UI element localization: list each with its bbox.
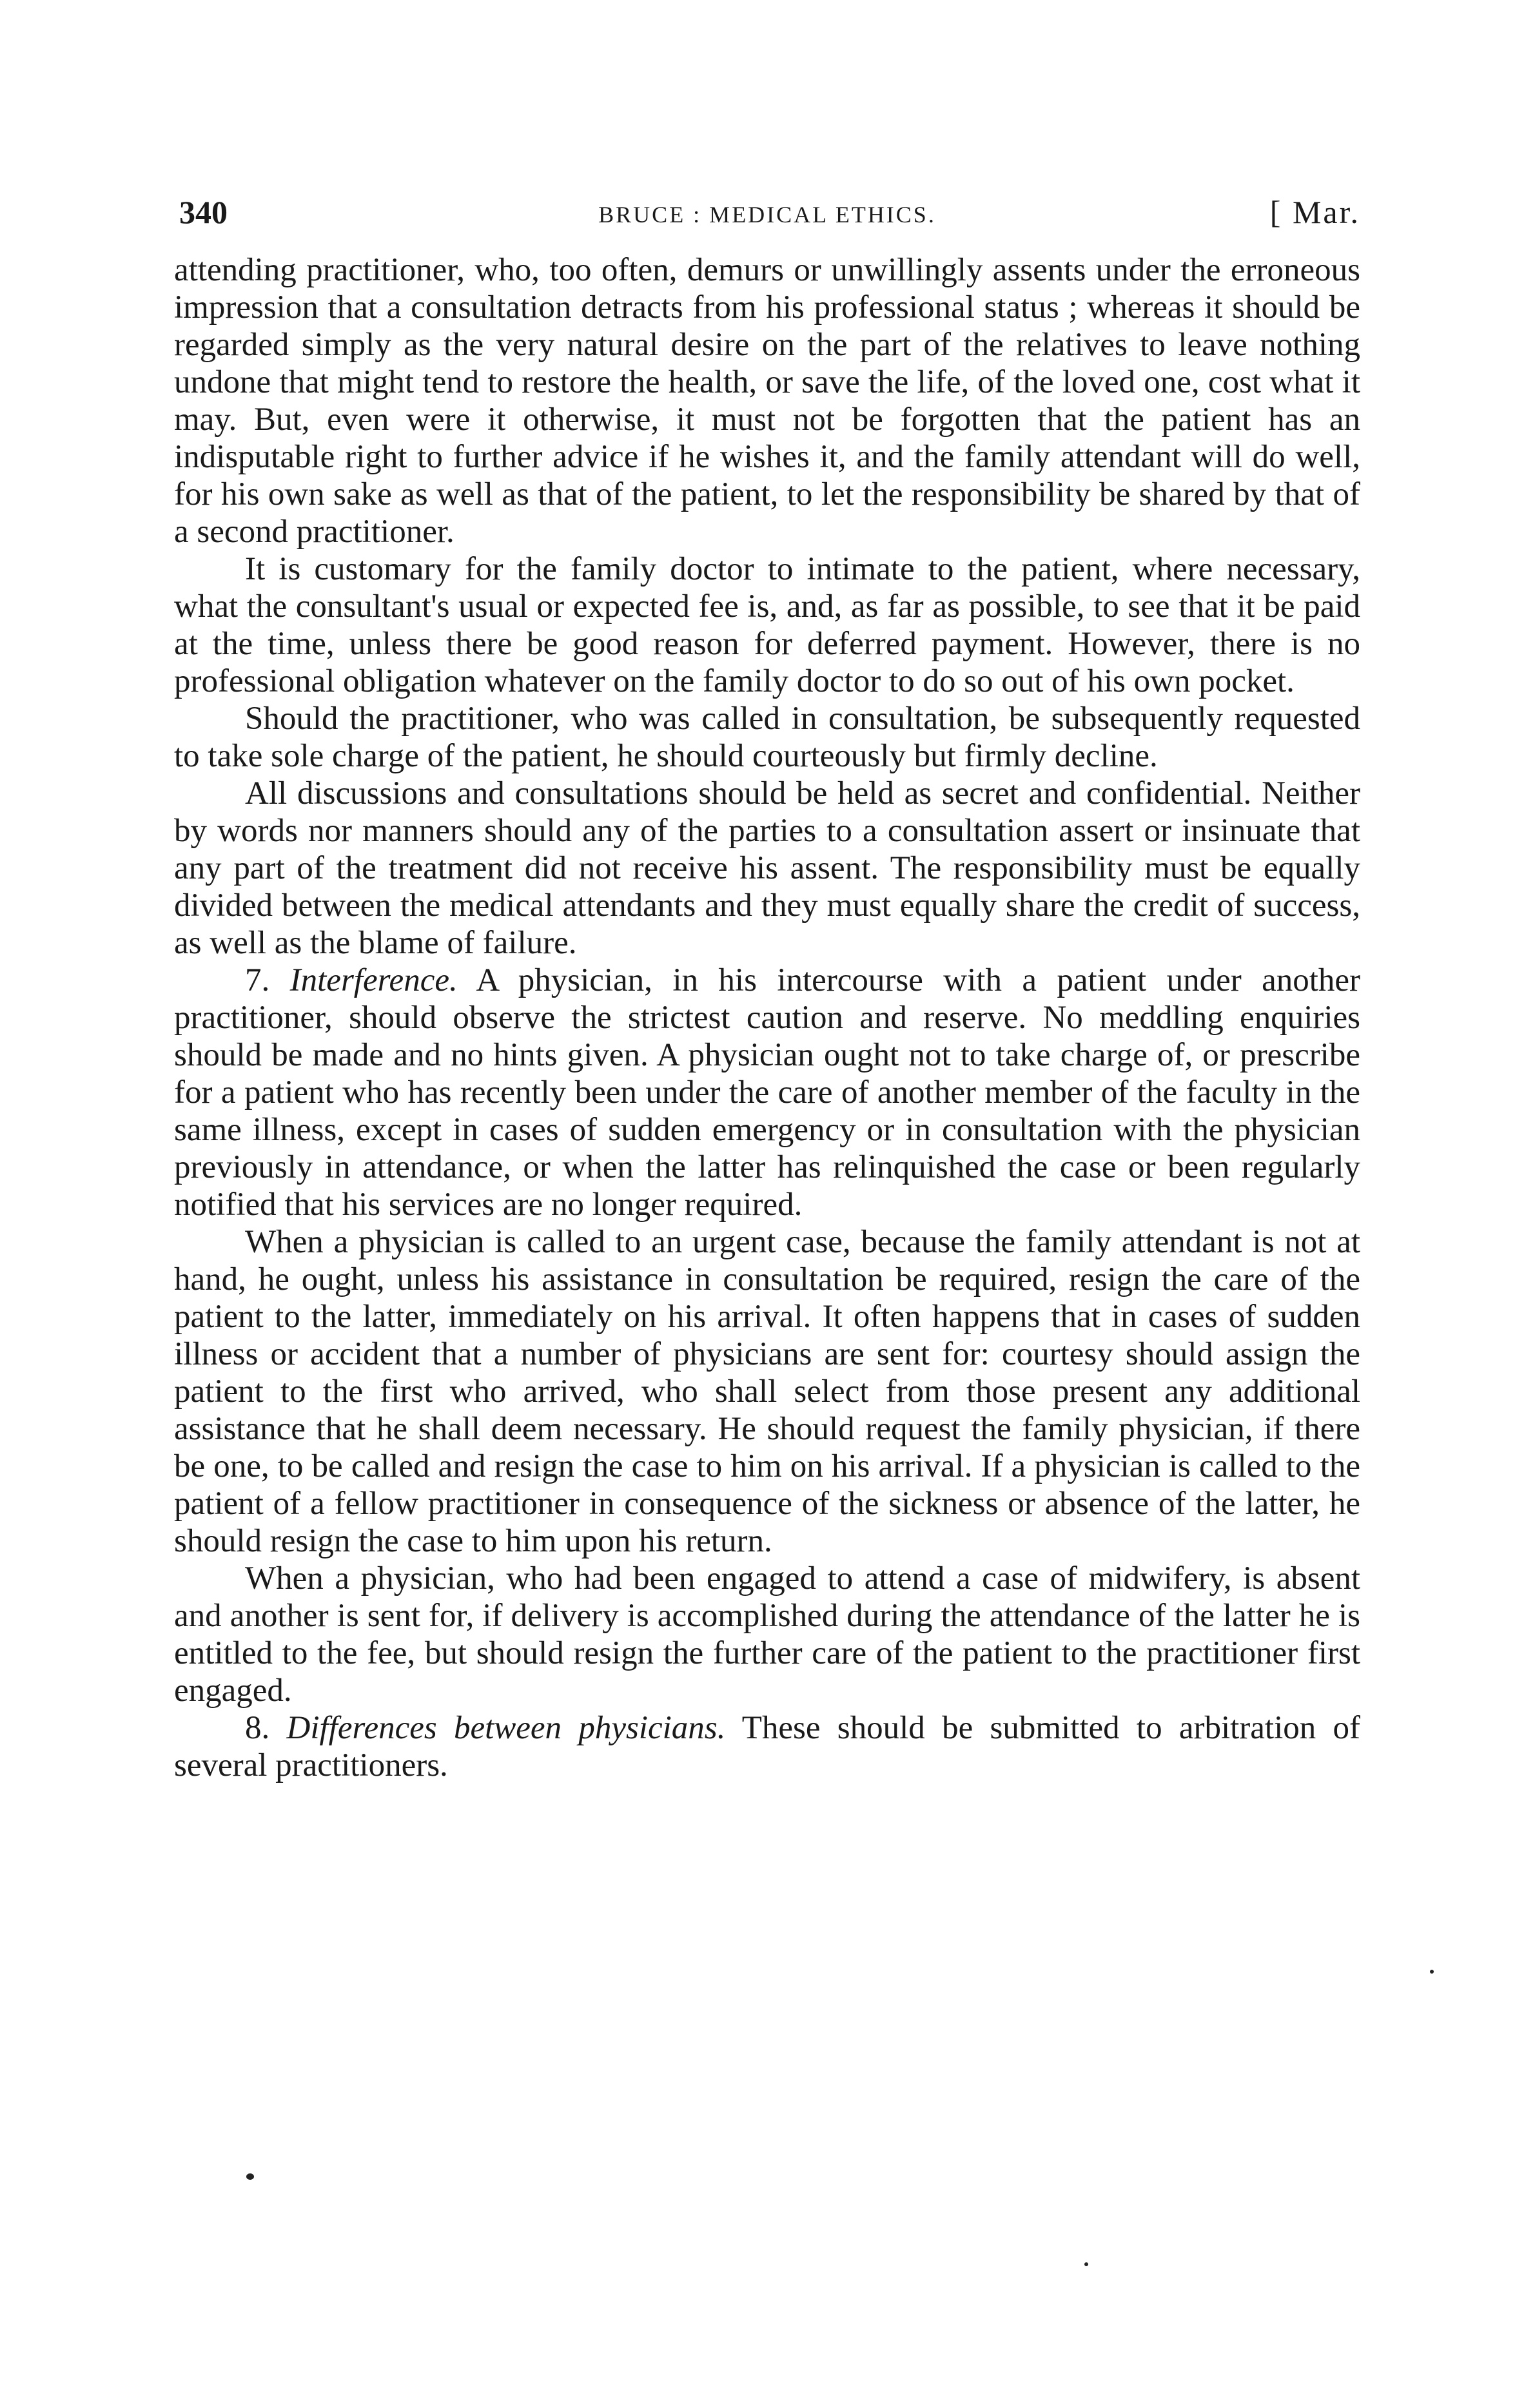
page-number: 340 <box>179 194 228 230</box>
body-text <box>174 251 1360 1784</box>
section-8-paragraph <box>174 1709 1360 1784</box>
section-7-paragraph <box>174 962 1360 1223</box>
running-head: BRUCE : MEDICAL ETHICS. <box>598 202 936 228</box>
paragraph-3: Should the practitioner, who was called in consultation, be subsequently requested to take sole charge of the patient, he should courteously but firmly decline. <box>174 701 1360 774</box>
print-speck <box>246 2173 254 2180</box>
section-8-number: 8. <box>245 1710 270 1746</box>
paragraph-4: All discussions and consultations should be held as secret and confidential. Neither by words nor manners should any of the parties to a consultation assert or insinuate that any part of the treatment did not receive his assent. The responsibility must be equally divided between the medical attendants and they must equally share the credit of success, as well as the blame of failure. <box>174 775 1360 961</box>
paragraph-2: It is customary for the family doctor to intimate to the patient, where necessary, what the consultant's usual or expected fee is, and, as far as possible, to see that it be paid at the time, unless there be good reason for deferred payment. However, there is no professional obligation whatever on the family doctor to do so out of his own pocket. <box>174 551 1360 699</box>
page-header <box>174 193 1360 251</box>
print-speck <box>1430 1970 1434 1974</box>
section-8-heading: Differences between physicians. <box>286 1710 726 1746</box>
print-speck <box>1084 2262 1088 2266</box>
paragraph-6: When a physician is called to an urgent case, because the family attendant is not at hand, he ought, unless his assistance in consultation be required, resign the care of the patient to the latter, immediately on his arrival. It often happens that in cases of sudden illness or accident that a number of physicians are sent for: courtesy should assign the patient to the first who arrived, who shall select from those present any additional assistance that he shall deem necessary. He should request the family physician, if there be one, to be called and resign the case to him on his arrival. If a physician is called to the patient of a fellow practitioner in consequence of the sickness or absence of the latter, he should resign the case to him upon his return. <box>174 1224 1360 1559</box>
section-7-number: 7. <box>245 962 270 998</box>
month-label: [ Mar. <box>1269 194 1360 230</box>
paragraph-1: attending practitioner, who, too often, demurs or unwillingly assents under the erroneous impression that a consultation detracts from his professional status ; whereas it should be regarded simply as the very natural desire on the part of the relatives to leave nothing undone that might tend to restore the health, or save the life, of the loved one, cost what it may. But, even were it otherwise, it must not be forgotten that the patient has an indisputable right to further advice if he wishes it, and the family attendant will do well, for his own sake as well as that of the patient, to let the responsibility be shared by that of a second practitioner. <box>174 252 1360 550</box>
paragraph-7: When a physician, who had been engaged to attend a case of midwifery, is absent and another is sent for, if delivery is accomplished during the attendance of the latter he is entitled to the fee, but should resign the further care of the patient to the practitioner first engaged. <box>174 1560 1360 1709</box>
document-page <box>174 193 1360 1784</box>
section-7-text: A physician, in his intercourse with a patient under another practitioner, should observe the strictest caution and reserve. No meddling enquiries should be made and no hints given. A physician ought not to take charge of, or prescribe for a patient who has recently been under the care of another member of the faculty in the same illness, except in cases of sudden emergency or in consultation with the physician previously in attendance, or when the latter has relinquished the case or been regularly notified that his services are no longer required. <box>174 962 1361 1223</box>
section-8-text: These should be submitted to arbitration of several practitioners. <box>174 1710 1360 1783</box>
section-7-heading: Interference. <box>289 962 458 998</box>
